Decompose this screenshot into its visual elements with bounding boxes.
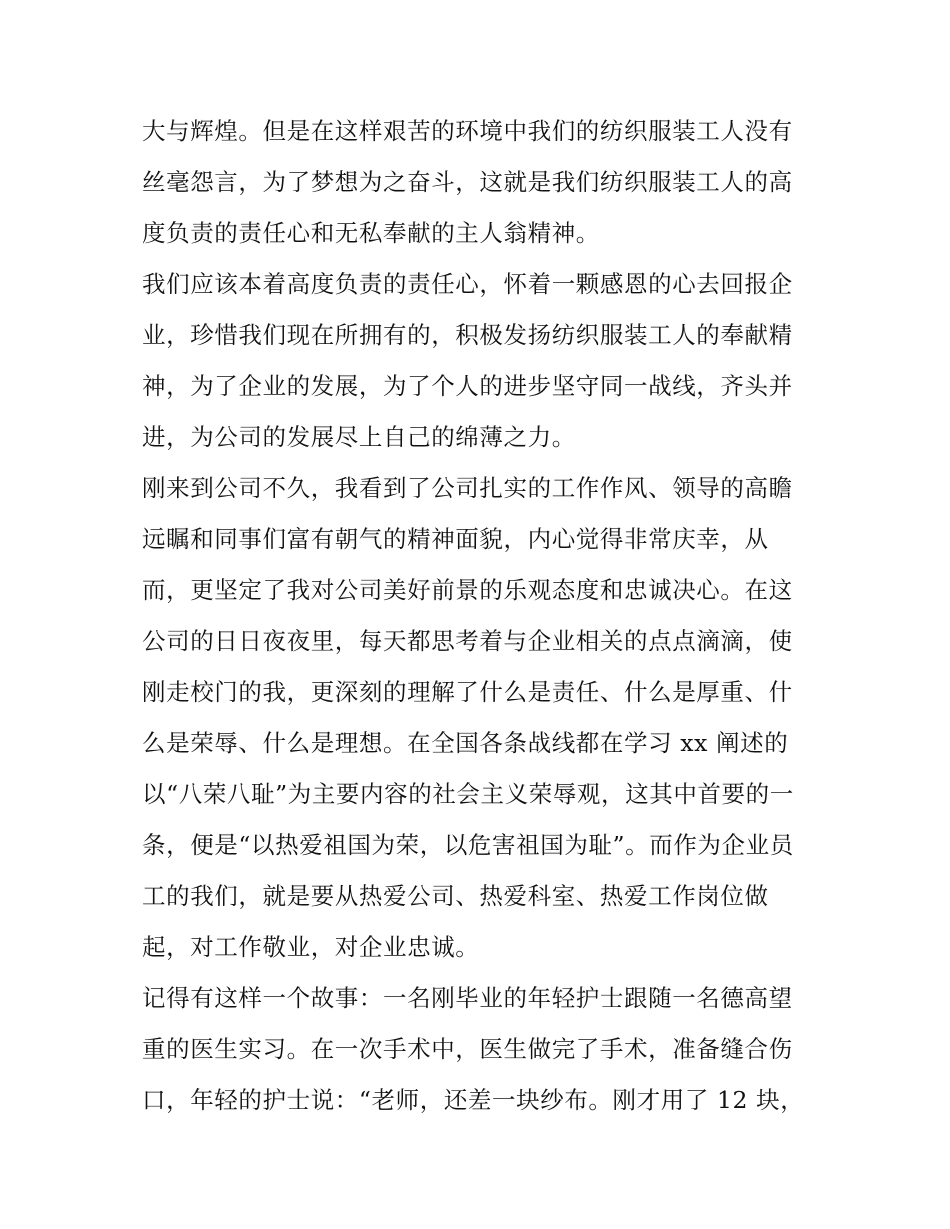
text-line: 进，为公司的发展尽上自己的绵薄之力。 xyxy=(142,423,576,451)
body-text xyxy=(142,106,822,1126)
text-line: 而，更坚定了我对公司美好前景的乐观态度和忠诚决心。在这 xyxy=(142,576,793,604)
text-line: 么是荣辱、什么是理想。在全国各条战线都在学习 xx 阐述的 xyxy=(142,729,789,757)
text-line: 业，珍惜我们现在所拥有的，积极发扬纺织服装工人的奉献精 xyxy=(142,321,793,349)
text-line: 记得有这样一个故事：一名刚毕业的年轻护士跟随一名德高望 xyxy=(142,984,793,1012)
text-line: 刚来到公司不久，我看到了公司扎实的工作作风、领导的高瞻 xyxy=(142,474,793,502)
text-line: 公司的日日夜夜里，每天都思考着与企业相关的点点滴滴，使 xyxy=(142,627,793,655)
text-line: 神，为了企业的发展，为了个人的进步坚守同一战线，齐头并 xyxy=(142,372,793,400)
text-line: 我们应该本着高度负责的责任心，怀着一颗感恩的心去回报企 xyxy=(142,270,793,298)
text-line: 度负责的责任心和无私奉献的主人翁精神。 xyxy=(142,219,600,247)
text-line: 刚走校门的我，更深刻的理解了什么是责任、什么是厚重、什 xyxy=(142,678,793,706)
text-line: 工的我们，就是要从热爱公司、热爱科室、热爱工作岗位做 xyxy=(142,882,769,910)
text-line: 条，便是“以热爱祖国为荣，以危害祖国为耻”。而作为企业员 xyxy=(142,831,794,859)
text-line: 重的医生实习。在一次手术中，医生做完了手术，准备缝合伤 xyxy=(142,1035,793,1063)
text-line: 大与辉煌。但是在这样艰苦的环境中我们的纺织服装工人没有 xyxy=(142,117,793,145)
text-line: 口，年轻的护士说：“老师，还差一块纱布。刚才用了 12 块， xyxy=(142,1086,805,1114)
text-line: 起，对工作敬业，对企业忠诚。 xyxy=(142,933,480,961)
text-line: 丝毫怨言，为了梦想为之奋斗，这就是我们纺织服装工人的高 xyxy=(142,168,793,196)
text-line: 远瞩和同事们富有朝气的精神面貌，内心觉得非常庆幸，从 xyxy=(142,525,769,553)
text-line: 以“八荣八耻”为主要内容的社会主义荣辱观，这其中首要的一 xyxy=(142,780,794,808)
